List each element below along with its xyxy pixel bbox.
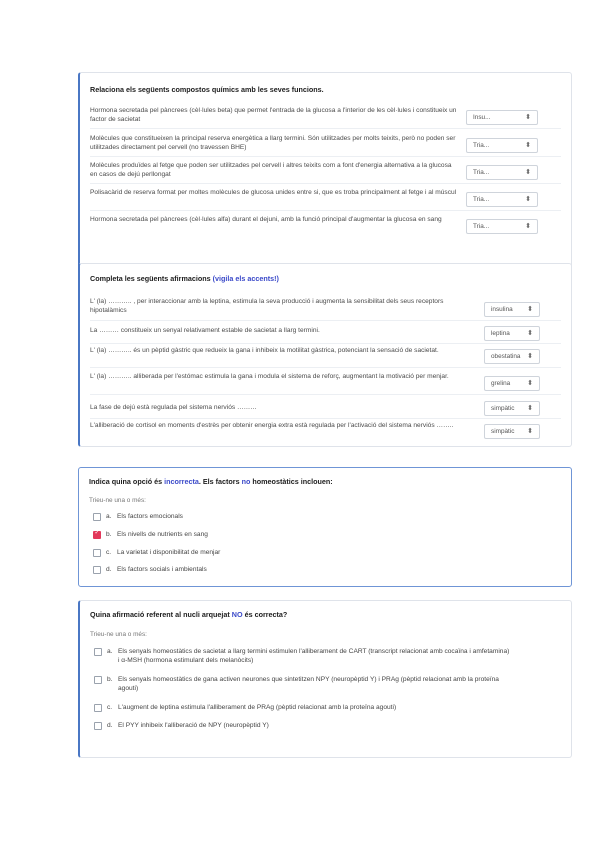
select-value: grelina [491, 380, 511, 387]
chevron-updown-icon: ⬍ [525, 169, 531, 176]
option-letter: c. [107, 704, 113, 711]
title-highlight: NO [231, 610, 243, 619]
prompt-text: Hormona secretada pel pàncrees (cèl·lules alfa) durant el dejuni, amb la funció principal d'augmentar la glucosa en sang [90, 216, 442, 223]
divider [90, 210, 561, 211]
title-text: . Els factors [198, 477, 242, 486]
checkbox[interactable] [94, 648, 102, 656]
option-label: Els factors socials i ambientals [117, 566, 207, 573]
divider [90, 183, 561, 184]
divider [90, 156, 561, 157]
title-text: és correcta? [242, 610, 288, 619]
question-card-4 [78, 600, 572, 758]
chevron-updown-icon: ⬍ [527, 380, 533, 387]
prompt-text: Polisacàrid de reserva format per moltes molècules de glucosa unides entre si, que es troba principalment al fetge i al múscul [90, 189, 457, 196]
select-value: Tria... [473, 223, 490, 230]
option-letter: a. [106, 513, 112, 520]
select-value: Tria... [473, 142, 490, 149]
title-highlight: no [241, 477, 251, 486]
checkbox[interactable] [94, 676, 102, 684]
option-letter: d. [107, 722, 113, 729]
chevron-updown-icon: ⬍ [527, 405, 533, 412]
option-label: L'augment de leptina estimula l'alliberament de PRAg (pèptid relacionat amb la proteïna agouti) [118, 704, 397, 711]
select-value: Insu... [473, 114, 491, 121]
select-value: simpàtic [491, 405, 515, 412]
prompt-text: Molècules produïdes al fetge que poden ser utilitzades pel cervell i altres teixits com a font d'energia alternativa a la glucosa en casos de dejú perllongat [90, 162, 452, 179]
option-letter: b. [107, 676, 113, 683]
answer-select[interactable] [484, 424, 540, 439]
checkbox[interactable] [93, 566, 101, 574]
answer-select[interactable] [484, 376, 540, 391]
option-letter: d. [106, 566, 112, 573]
answer-select[interactable] [484, 326, 540, 341]
checkbox[interactable] [94, 704, 102, 712]
prompt-text: L' (la) ……….. alliberada per l'estómac estimula la gana i modula el sistema de reforç, augmentant la motivació per menjar. [90, 373, 449, 380]
prompt-text: La fase de dejú està regulada pel sistema nerviós ……… [90, 404, 257, 411]
checkbox[interactable] [94, 722, 102, 730]
instruction-text: Trieu-ne una o més: [90, 631, 147, 638]
answer-select[interactable] [466, 138, 538, 153]
title-text: Completa les següents afirmacions [90, 274, 213, 283]
option-letter: c. [106, 549, 112, 556]
select-value: insulina [491, 306, 513, 313]
divider [90, 343, 561, 344]
chevron-updown-icon: ⬍ [525, 223, 531, 230]
checkbox[interactable] [93, 549, 101, 557]
prompt-text: La ……… constitueix un senyal relativament estable de sacietat a llarg termini. [90, 327, 320, 334]
option-label: Els factors emocionals [117, 513, 183, 520]
divider [90, 394, 561, 395]
option-label: La varietat i disponibilitat de menjar [117, 549, 221, 556]
title-highlight: incorrecta [164, 477, 199, 486]
divider [90, 128, 561, 129]
title-text: homeostàtics inclouen: [250, 477, 333, 486]
select-value: obestatina [491, 353, 521, 360]
question-title [90, 610, 287, 619]
prompt-text: L' (la) ……….. és un pèptid gàstric que redueix la gana i inhibeix la motilitat gàstrica, potenciant la sensació de sacietat. [90, 347, 439, 354]
option-label: Els senyals homeostàtics de sacietat a llarg termini estimulen l'alliberament de CART (transcript relacionat amb cocaïna i amfetamina) i α-MSH (hormona estimulant dels melanòcits) [118, 648, 510, 664]
prompt-text: L' (la) ……….. , per interaccionar amb la leptina, estimula la seva producció i augmenta la sensibilitat dels seus receptors hipotalàmics [90, 298, 444, 315]
question-card-3 [78, 467, 572, 587]
select-value: leptina [491, 330, 510, 337]
option-label: Els nivells de nutrients en sang [117, 531, 208, 538]
chevron-updown-icon: ⬍ [525, 196, 531, 203]
answer-select[interactable] [466, 192, 538, 207]
title-text: Indica quina opció és [89, 477, 165, 486]
chevron-updown-icon: ⬍ [527, 330, 533, 337]
option-label: Els senyals homeostàtics de gana activen neurones que sintetitzen NPY (neuropèptid Y) i PRAg (pèptid relacionat amb la proteïna agouti) [118, 676, 499, 692]
checkbox[interactable] [93, 513, 101, 521]
chevron-updown-icon: ⬍ [527, 428, 533, 435]
answer-select[interactable] [466, 110, 538, 125]
chevron-updown-icon: ⬍ [525, 142, 531, 149]
select-value: Tria... [473, 196, 490, 203]
title-highlight: (vigila els accents!) [212, 274, 279, 283]
option-label: El PYY inhibeix l'alliberació de NPY (neuropèptid Y) [118, 722, 269, 729]
option-letter: b. [106, 531, 112, 538]
answer-select[interactable] [484, 401, 540, 416]
answer-select[interactable] [484, 349, 540, 364]
divider [90, 418, 561, 419]
option-letter: a. [107, 648, 113, 655]
chevron-updown-icon: ⬍ [527, 306, 533, 313]
select-value: simpàtic [491, 428, 515, 435]
instruction-text: Trieu-ne una o més: [89, 497, 146, 504]
prompt-text: L'alliberació de cortisol en moments d'estrès per obtenir energia extra està regulada per l'activació del sistema nerviós …….. [90, 422, 454, 429]
prompt-text: Molècules que constitueixen la principal reserva energètica a llarg termini. Són utilitzades per molts teixits, però no poden ser utilitzades directament pel cervell (no travessen BHE) [90, 135, 456, 152]
select-value: Tria... [473, 169, 490, 176]
question-title: Relaciona els següents compostos químics amb les seves funcions. [90, 85, 324, 94]
question-title [90, 274, 279, 283]
question-card-1 [78, 72, 572, 280]
answer-select[interactable] [466, 219, 538, 234]
chevron-updown-icon: ⬍ [525, 114, 531, 121]
answer-select[interactable] [466, 165, 538, 180]
question-title [89, 477, 333, 486]
prompt-text: Hormona secretada pel pàncrees (cèl·lules beta) que permet l'entrada de la glucosa a l'interior de les cèl·lules i constitueix un factor de sacietat [90, 107, 457, 124]
checkbox-checked[interactable] [93, 531, 101, 539]
divider [90, 367, 561, 368]
divider [90, 320, 561, 321]
chevron-updown-icon: ⬍ [527, 353, 533, 360]
title-text: Quina afirmació referent al nucli arquejat [90, 610, 232, 619]
answer-select[interactable] [484, 302, 540, 317]
question-card-2 [78, 263, 572, 447]
